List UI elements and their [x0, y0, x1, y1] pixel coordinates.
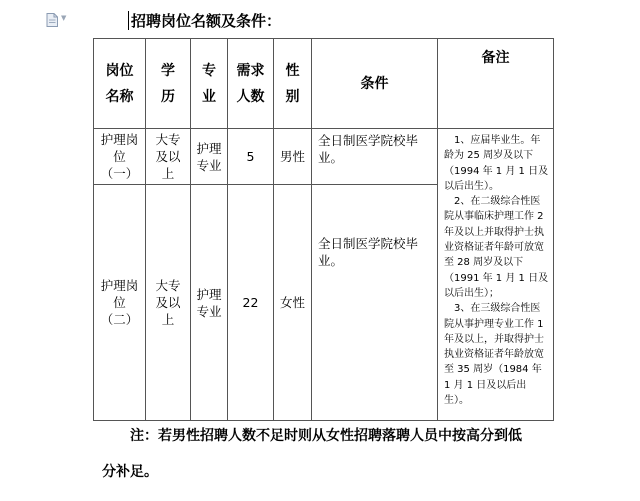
footer-note-line1: 注：若男性招聘人数不足时则从女性招聘落聘人员中按高分到低: [130, 428, 522, 444]
cell-position: 护理岗位（二）: [94, 185, 146, 421]
cell-conditions: 全日制医学院校毕业。: [312, 185, 438, 421]
note-item: 1、应届毕业生。年龄为 25 周岁及以下（1994 年 1 月 1 日及以后出生）。: [444, 135, 549, 192]
header-education: 学历: [146, 39, 191, 129]
recruitment-table: [93, 38, 554, 421]
cell-education: 大专及以上: [146, 185, 191, 421]
header-position: 岗位名称: [94, 39, 146, 129]
cell-notes: [438, 129, 554, 421]
cell-quota: 5: [228, 129, 274, 185]
note-item: 3、在三级综合性医院从事护理专业工作 1 年及以上，并取得护士执业资格证者年龄放宽至 35 周岁（1984 年 1 月 1 日及以后出生）。: [444, 303, 544, 407]
cell-gender: 男性: [274, 129, 312, 185]
cell-gender: 女性: [274, 185, 312, 421]
cell-major: 护理专业: [191, 185, 228, 421]
cell-position: 护理岗位（一）: [94, 129, 146, 185]
document-icon: [46, 13, 58, 27]
note-item: 2、在二级综合性医院从事临床护理工作 2 年及以上并取得护士执业资格证者年龄可放宽至 28 周岁及以下（1991 年 1 月 1 日及以后出生）；: [444, 196, 549, 299]
table-header-row: [94, 39, 554, 129]
cell-major: 护理专业: [191, 129, 228, 185]
cell-conditions: 全日制医学院校毕业。: [312, 129, 438, 185]
footer-note-line2: 分补足。: [102, 464, 158, 480]
header-gender: 性别: [274, 39, 312, 129]
cell-quota: 22: [228, 185, 274, 421]
chevron-down-icon[interactable]: ▼: [61, 14, 67, 22]
header-quota: 需求人数: [228, 39, 274, 129]
header-conditions: 条件: [312, 39, 438, 129]
header-notes: 备注: [438, 39, 554, 129]
cell-education: 大专及以上: [146, 129, 191, 185]
text-cursor: [128, 11, 129, 30]
table-row: [94, 129, 554, 185]
page-title: 招聘岗位名额及条件：: [131, 12, 282, 30]
header-major: 专业: [191, 39, 228, 129]
